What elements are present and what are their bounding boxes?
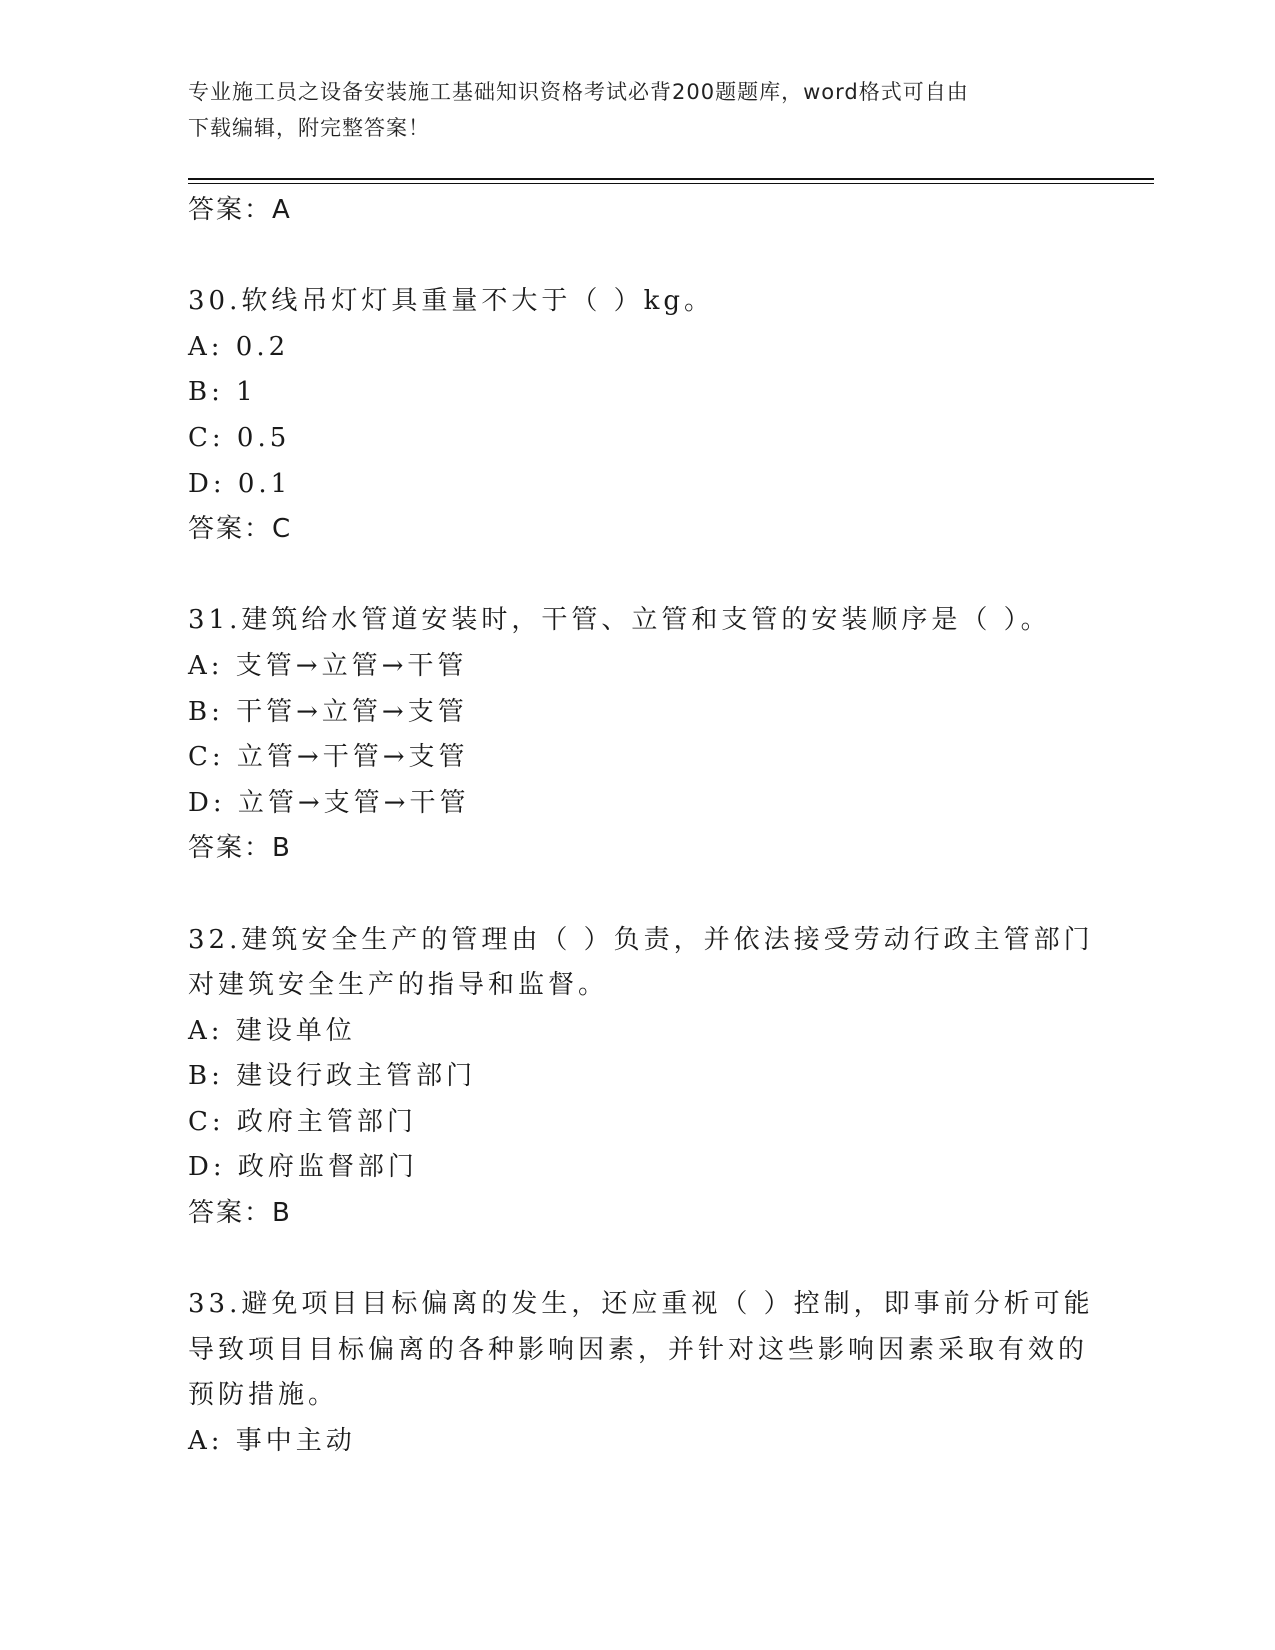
- question-31: [188, 598, 1068, 872]
- question-31-option-d: D: 立管→支管→干管: [188, 787, 470, 818]
- header-divider-thick: [188, 178, 1154, 180]
- question-32-text-line-1: 32.建筑安全生产的管理由（ ）负责，并依法接受劳动行政主管部门: [188, 924, 1094, 955]
- header-title-line-1: 专业施工员之设备安装施工基础知识资格考试必背200题题库，word格式可自由: [188, 80, 969, 104]
- spacer: [188, 553, 1068, 599]
- header-title-line-2: 下载编辑，附完整答案！: [188, 116, 430, 140]
- spacer: [188, 1237, 1068, 1283]
- question-32-answer: 答案：B: [188, 1198, 292, 1229]
- question-32-text-line-2: 对建筑安全生产的指导和监督。: [188, 970, 609, 1001]
- question-30-option-a: A: 0.2: [188, 331, 290, 362]
- question-33-option-a: A: 事中主动: [188, 1426, 356, 1457]
- question-33: [188, 1282, 1094, 1464]
- question-32-option-d: D: 政府监督部门: [188, 1152, 418, 1183]
- question-31-text: 31.建筑给水管道安装时，干管、立管和支管的安装顺序是（ ）。: [188, 605, 1051, 636]
- question-30-option-b: B: 1: [188, 377, 257, 408]
- question-30-text: 30.软线吊灯灯具重量不大于（ ）kg。: [188, 286, 715, 317]
- question-31-answer: 答案：B: [188, 833, 292, 864]
- question-32-option-b: B: 建设行政主管部门: [188, 1061, 477, 1092]
- question-32-option-a: A: 建设单位: [188, 1015, 356, 1046]
- question-32-option-c: C: 政府主管部门: [188, 1106, 417, 1137]
- question-33-text-line-2: 导致项目目标偏离的各种影响因素，并针对这些影响因素采取有效的: [188, 1334, 1089, 1365]
- question-30-option-c: C: 0.5: [188, 422, 291, 453]
- question-31-option-c: C: 立管→干管→支管: [188, 742, 469, 773]
- spacer: [188, 872, 1068, 918]
- spacer: [188, 234, 1068, 280]
- question-33-text-line-1: 33.避免项目目标偏离的发生，还应重视（ ）控制，即事前分析可能: [188, 1289, 1094, 1320]
- question-33-text-line-3: 预防措施。: [188, 1380, 339, 1411]
- question-31-option-b: B: 干管→立管→支管: [188, 696, 468, 727]
- question-30-answer: 答案：C: [188, 514, 293, 545]
- header-divider-thin: [188, 183, 1154, 184]
- question-32: [188, 918, 1094, 1237]
- document-header: [188, 74, 1088, 146]
- question-30: [188, 279, 1068, 553]
- previous-answer: 答案：A: [188, 195, 292, 225]
- question-30-option-d: D: 0.1: [188, 468, 292, 499]
- question-31-option-a: A: 支管→立管→干管: [188, 650, 468, 681]
- document-body: [188, 188, 1094, 1465]
